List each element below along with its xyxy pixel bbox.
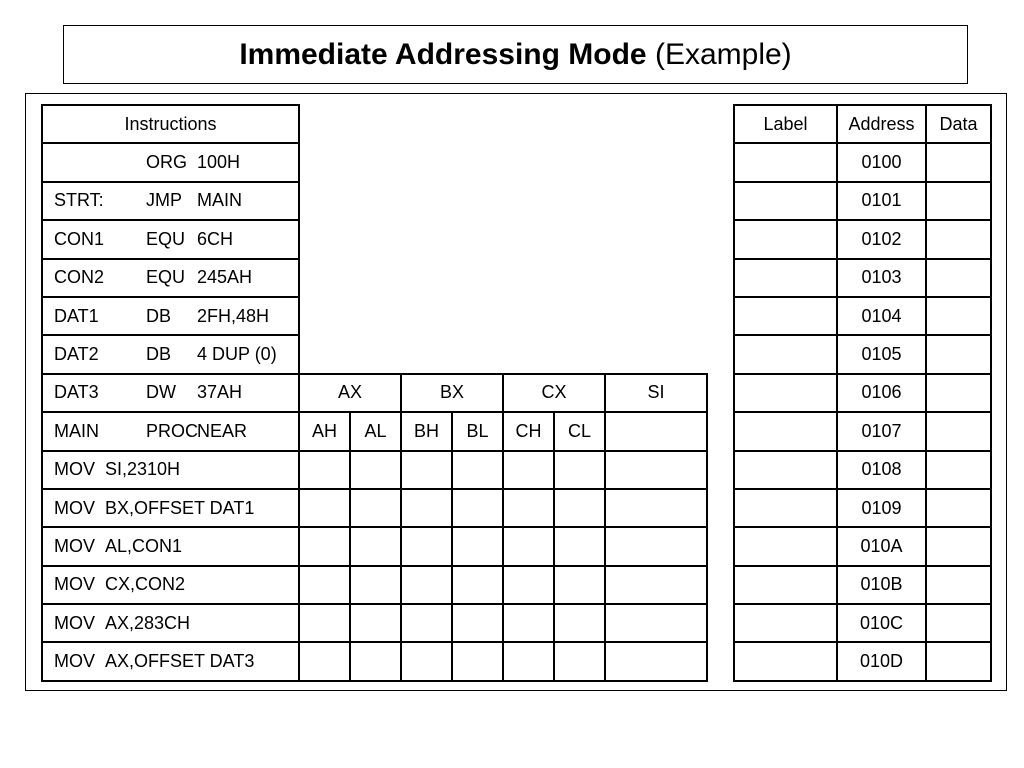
instruction-op: MOV [54,612,96,633]
register-cell [452,604,503,642]
memory-data-cell [926,489,991,527]
blank-cell [299,105,707,143]
instruction-cell [42,143,299,181]
table-row [734,259,991,297]
register-cell [401,642,452,680]
instruction-arg: 245AH [197,267,253,288]
memory-label-cell [734,143,837,181]
instruction-cell [42,566,299,604]
memory-data-cell [926,642,991,680]
table-row [734,489,991,527]
instruction-arg: MAIN [197,190,242,211]
register-cell [350,489,401,527]
memory-header: Address [837,105,926,143]
memory-data-cell [926,412,991,450]
instruction-args: AX,OFFSET DAT3 [105,651,255,672]
register-header: BX [401,374,503,412]
register-cell [350,642,401,680]
instruction-args: BX,OFFSET DAT1 [105,497,255,518]
instruction-cell [42,259,299,297]
table-row [734,297,991,335]
memory-label-cell [734,451,837,489]
memory-address-cell: 0105 [837,335,926,373]
table-row [734,182,991,220]
memory-address-cell: 0106 [837,374,926,412]
memory-label-cell [734,335,837,373]
register-cell [554,604,605,642]
table-row [734,451,991,489]
register-cell [605,566,707,604]
register-cell [503,566,554,604]
instruction-arg: 100H [197,152,241,173]
memory-data-cell [926,143,991,181]
instructions-register-table [41,104,708,682]
memory-header: Label [734,105,837,143]
memory-label-cell [734,604,837,642]
register-cell [554,451,605,489]
instruction-cell [42,297,299,335]
instruction-arg: 6CH [197,228,234,249]
register-cell [350,527,401,565]
register-half-header: CH [503,412,554,450]
memory-data-cell [926,182,991,220]
slide-title [63,25,968,84]
register-cell [452,489,503,527]
table-row [42,642,707,680]
register-cell [452,566,503,604]
instruction-op: MOV [54,651,96,672]
blank-cell [299,297,707,335]
instruction-op: EQU [146,267,186,288]
instruction-args: AX,283CH [105,612,191,633]
instruction-op: DW [146,382,176,403]
instruction-op: MOV [54,459,96,480]
register-cell [299,604,350,642]
memory-address-cell: 0109 [837,489,926,527]
table-row [42,451,707,489]
table-row [734,335,991,373]
register-cell [299,566,350,604]
instruction-cell [42,220,299,258]
memory-data-cell [926,604,991,642]
table-row [42,259,707,297]
register-cell [554,489,605,527]
table-row [734,604,991,642]
table-row [42,297,707,335]
title-normal: (Example) [654,37,792,71]
memory-address-cell: 010D [837,642,926,680]
register-cell [503,604,554,642]
register-cell [299,642,350,680]
memory-data-cell [926,220,991,258]
memory-label-cell [734,412,837,450]
memory-data-cell [926,297,991,335]
instruction-label: DAT1 [54,305,99,326]
table-row [734,143,991,181]
instruction-cell [42,374,299,412]
register-cell [605,489,707,527]
register-cell [605,642,707,680]
table-row [734,412,991,450]
register-cell [401,451,452,489]
table-row [42,489,707,527]
instruction-args: SI,2310H [105,459,181,480]
table-row [734,642,991,680]
register-half-header: AL [350,412,401,450]
register-cell [350,566,401,604]
register-cell [605,604,707,642]
memory-address-cell: 0108 [837,451,926,489]
table-row [734,527,991,565]
instruction-label: STRT: [54,190,104,211]
register-header: AX [299,374,401,412]
memory-address-cell: 010C [837,604,926,642]
memory-label-cell [734,527,837,565]
table-row [42,527,707,565]
title-bold: Immediate Addressing Mode [239,37,647,71]
instruction-op: MOV [54,535,96,556]
blank-cell [299,182,707,220]
memory-label-cell [734,220,837,258]
register-cell [503,642,554,680]
instruction-op: DB [146,305,172,326]
memory-address-cell: 0102 [837,220,926,258]
table-row [42,566,707,604]
instruction-cell [42,604,299,642]
memory-data-cell [926,527,991,565]
register-half-header: AH [299,412,350,450]
memory-data-cell [926,259,991,297]
register-cell [503,489,554,527]
table-row [42,143,707,181]
instruction-cell [42,335,299,373]
register-cell [554,527,605,565]
register-cell [605,412,707,450]
register-cell [299,489,350,527]
blank-cell [299,259,707,297]
table-row [734,105,991,143]
register-cell [452,451,503,489]
memory-label-cell [734,489,837,527]
instruction-arg: 2FH,48H [197,305,270,326]
register-cell [401,566,452,604]
memory-address-cell: 0107 [837,412,926,450]
register-half-header: CL [554,412,605,450]
table-row [42,604,707,642]
memory-label-cell [734,259,837,297]
memory-header: Data [926,105,991,143]
table-row [42,412,707,450]
table-row [42,182,707,220]
instruction-cell [42,412,299,450]
memory-label-cell [734,182,837,220]
instruction-op: MOV [54,574,96,595]
register-cell [401,604,452,642]
instruction-label: CON2 [54,267,105,288]
table-row [42,105,707,143]
instruction-label: DAT2 [54,344,99,365]
memory-table [733,104,992,682]
register-cell [503,451,554,489]
register-cell [350,604,401,642]
memory-label-cell [734,374,837,412]
instruction-op: EQU [146,228,186,249]
instruction-cell [42,527,299,565]
register-cell [503,527,554,565]
register-cell [554,566,605,604]
register-half-header: BL [452,412,503,450]
blank-cell [299,335,707,373]
instructions-header: Instructions [42,105,299,143]
register-header: CX [503,374,605,412]
instruction-op: MOV [54,497,96,518]
memory-address-cell: 0103 [837,259,926,297]
instruction-arg: 37AH [197,382,243,403]
instruction-args: AL,CON1 [105,535,183,556]
register-cell [452,527,503,565]
blank-cell [299,220,707,258]
memory-label-cell [734,566,837,604]
table-row [734,566,991,604]
instruction-args: CX,CON2 [105,574,186,595]
memory-address-cell: 0104 [837,297,926,335]
memory-label-cell [734,297,837,335]
instruction-op: JMP [146,190,182,211]
instruction-cell [42,182,299,220]
instruction-op: DB [146,344,172,365]
instruction-cell [42,642,299,680]
instruction-label: DAT3 [54,382,99,403]
instruction-op: ORG [146,152,188,173]
instruction-cell [42,489,299,527]
register-cell [350,451,401,489]
memory-data-cell [926,566,991,604]
blank-cell [299,143,707,181]
instruction-arg: 4 DUP (0) [197,344,277,365]
memory-address-cell: 010B [837,566,926,604]
memory-address-cell: 010A [837,527,926,565]
memory-address-cell: 0101 [837,182,926,220]
table-row [734,374,991,412]
instruction-label: CON1 [54,228,105,249]
instruction-arg: NEAR [197,420,248,441]
register-cell [401,527,452,565]
memory-data-cell [926,374,991,412]
memory-data-cell [926,335,991,373]
memory-label-cell [734,642,837,680]
table-row [734,220,991,258]
register-cell [605,451,707,489]
table-row [42,335,707,373]
register-cell [605,527,707,565]
memory-data-cell [926,451,991,489]
register-cell [299,451,350,489]
memory-address-cell: 0100 [837,143,926,181]
instruction-cell [42,451,299,489]
register-half-header: BH [401,412,452,450]
table-row [42,220,707,258]
register-header: SI [605,374,707,412]
register-cell [299,527,350,565]
instruction-op: PROC [146,420,199,441]
table-row [42,374,707,412]
instruction-label: MAIN [54,420,99,441]
register-cell [452,642,503,680]
register-cell [554,642,605,680]
register-cell [401,489,452,527]
